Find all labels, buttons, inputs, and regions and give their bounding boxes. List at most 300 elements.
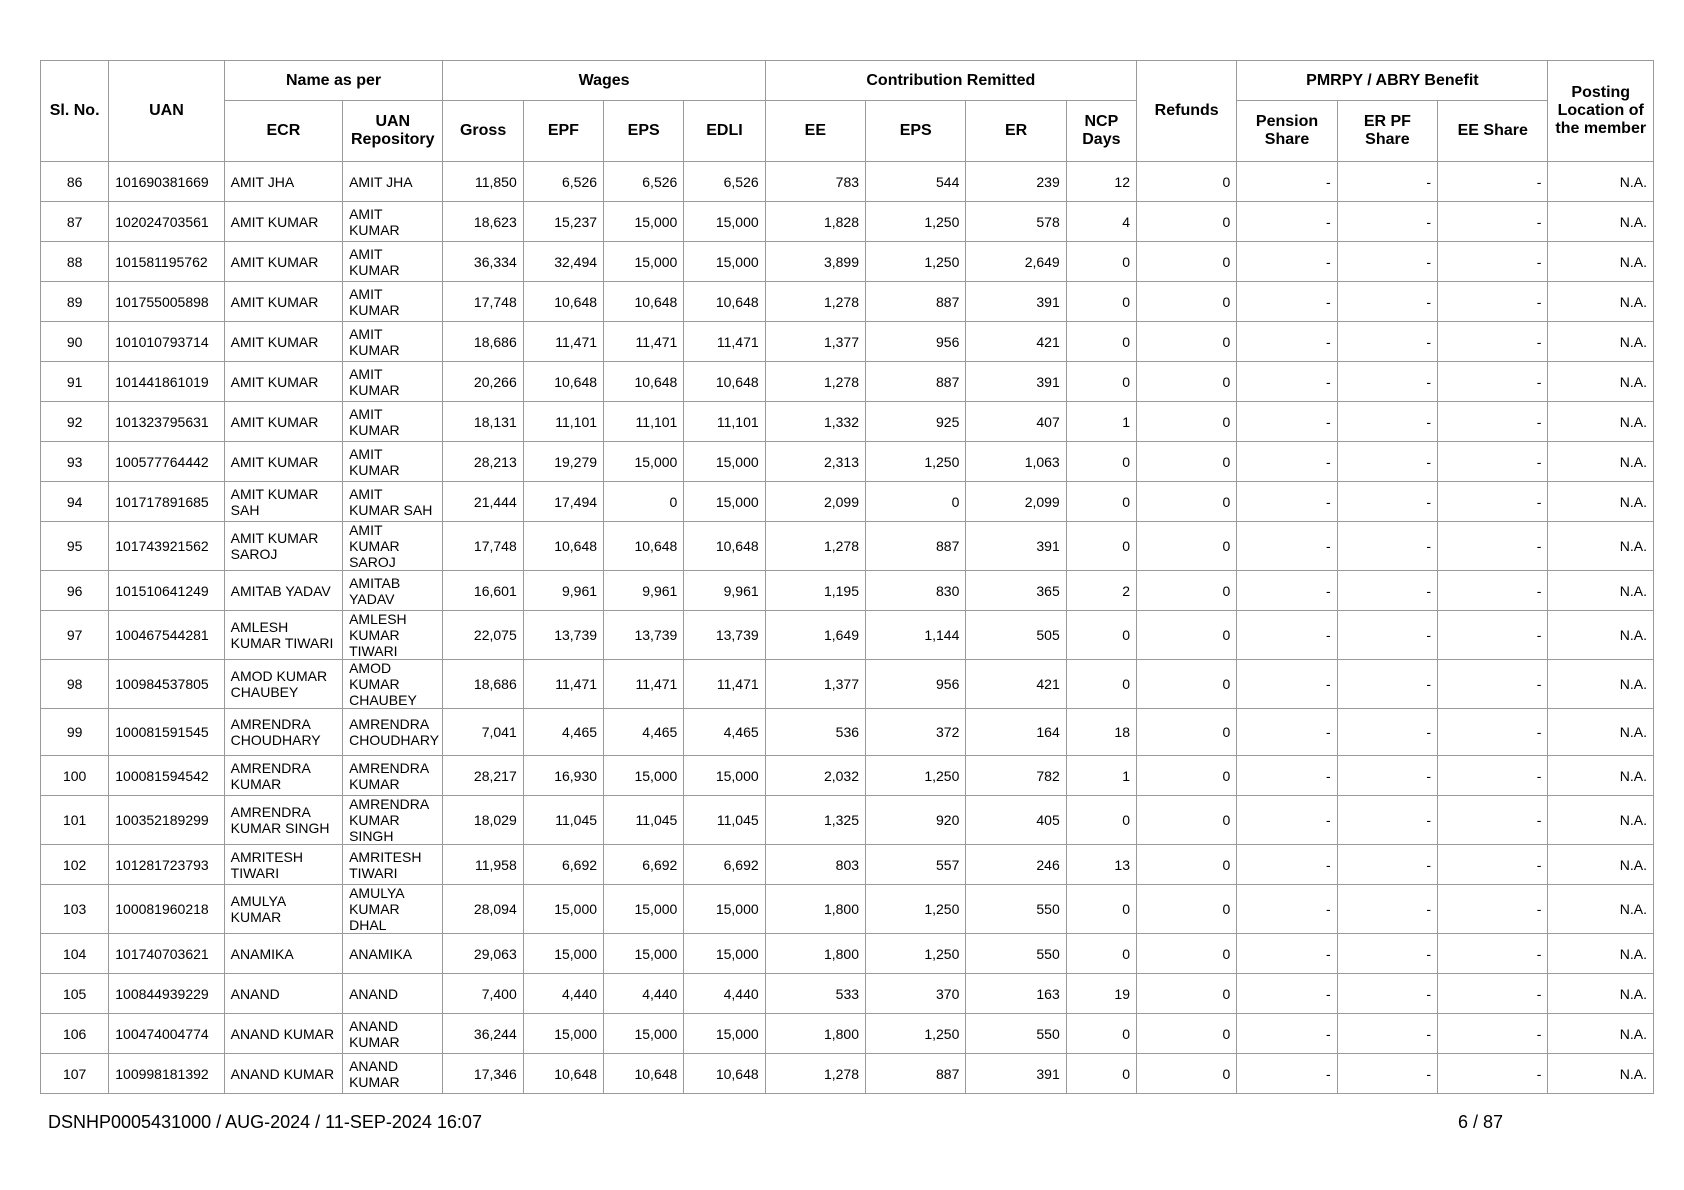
cell-wages-eps: 4,465: [604, 709, 684, 756]
cell-wages-eps: 15,000: [604, 885, 684, 934]
cell-name-ecr: AMIT KUMAR: [224, 202, 342, 242]
cell-name-uan-repository: AMIT KUMAR: [343, 402, 443, 442]
cell-edli: 11,471: [684, 322, 765, 362]
cell-posting-location: N.A.: [1548, 934, 1654, 974]
cell-contribution-eps: 557: [866, 845, 966, 885]
cell-wages-eps: 11,471: [604, 660, 684, 709]
cell-sl-no: 99: [41, 709, 109, 756]
cell-er-pf-share: -: [1337, 282, 1437, 322]
cell-epf: 4,440: [523, 974, 603, 1014]
cell-contribution-eps: 544: [866, 162, 966, 202]
header-ncp-days: NCP Days: [1066, 101, 1136, 162]
cell-edli: 10,648: [684, 1054, 765, 1094]
cell-contribution-eps: 887: [866, 362, 966, 402]
cell-ee-share: -: [1438, 796, 1548, 845]
cell-name-ecr: AMRENDRA KUMAR SINGH: [224, 796, 342, 845]
cell-name-uan-repository: AMULYA KUMAR DHAL: [343, 885, 443, 934]
cell-contribution-eps: 925: [866, 402, 966, 442]
cell-pension-share: -: [1237, 482, 1337, 522]
cell-uan: 100474004774: [109, 1014, 224, 1054]
table-row: [41, 282, 1654, 322]
cell-pension-share: -: [1237, 845, 1337, 885]
cell-uan: 101510641249: [109, 571, 224, 611]
cell-er: 391: [966, 362, 1066, 402]
cell-pension-share: -: [1237, 1014, 1337, 1054]
cell-gross: 28,217: [443, 756, 523, 796]
cell-sl-no: 103: [41, 885, 109, 934]
cell-gross: 11,958: [443, 845, 523, 885]
cell-sl-no: 107: [41, 1054, 109, 1094]
cell-ee: 536: [765, 709, 865, 756]
cell-er-pf-share: -: [1337, 442, 1437, 482]
cell-ee: 2,099: [765, 482, 865, 522]
cell-pension-share: -: [1237, 162, 1337, 202]
cell-ee-share: -: [1438, 362, 1548, 402]
cell-wages-eps: 13,739: [604, 611, 684, 660]
cell-name-ecr: AMIT KUMAR: [224, 402, 342, 442]
cell-name-ecr: AMRENDRA CHOUDHARY: [224, 709, 342, 756]
cell-epf: 6,526: [523, 162, 603, 202]
cell-refunds: 0: [1136, 660, 1236, 709]
cell-er: 391: [966, 522, 1066, 571]
cell-er-pf-share: -: [1337, 482, 1437, 522]
cell-er-pf-share: -: [1337, 885, 1437, 934]
cell-ee: 1,828: [765, 202, 865, 242]
cell-refunds: 0: [1136, 796, 1236, 845]
cell-refunds: 0: [1136, 934, 1236, 974]
cell-ee-share: -: [1438, 885, 1548, 934]
cell-posting-location: N.A.: [1548, 1054, 1654, 1094]
cell-edli: 15,000: [684, 442, 765, 482]
cell-uan: 100577764442: [109, 442, 224, 482]
cell-gross: 28,213: [443, 442, 523, 482]
cell-epf: 16,930: [523, 756, 603, 796]
cell-er-pf-share: -: [1337, 1054, 1437, 1094]
cell-pension-share: -: [1237, 885, 1337, 934]
cell-wages-eps: 6,692: [604, 845, 684, 885]
cell-sl-no: 91: [41, 362, 109, 402]
cell-ee: 1,278: [765, 282, 865, 322]
cell-gross: 29,063: [443, 934, 523, 974]
cell-uan: 100844939229: [109, 974, 224, 1014]
cell-gross: 7,400: [443, 974, 523, 1014]
cell-ee: 1,377: [765, 660, 865, 709]
cell-gross: 20,266: [443, 362, 523, 402]
cell-gross: 17,748: [443, 522, 523, 571]
cell-name-ecr: AMLESH KUMAR TIWARI: [224, 611, 342, 660]
cell-posting-location: N.A.: [1548, 796, 1654, 845]
cell-name-ecr: AMRENDRA KUMAR: [224, 756, 342, 796]
cell-gross: 28,094: [443, 885, 523, 934]
cell-sl-no: 100: [41, 756, 109, 796]
cell-contribution-eps: 372: [866, 709, 966, 756]
cell-posting-location: N.A.: [1548, 660, 1654, 709]
cell-pension-share: -: [1237, 202, 1337, 242]
cell-refunds: 0: [1136, 322, 1236, 362]
cell-uan: 101581195762: [109, 242, 224, 282]
table-row: [41, 442, 1654, 482]
cell-name-uan-repository: AMLESH KUMAR TIWARI: [343, 611, 443, 660]
cell-epf: 17,494: [523, 482, 603, 522]
cell-name-ecr: AMITAB YADAV: [224, 571, 342, 611]
cell-refunds: 0: [1136, 571, 1236, 611]
cell-name-ecr: AMIT KUMAR: [224, 442, 342, 482]
cell-er: 407: [966, 402, 1066, 442]
table-row: [41, 1054, 1654, 1094]
cell-refunds: 0: [1136, 482, 1236, 522]
cell-er-pf-share: -: [1337, 322, 1437, 362]
table-row: [41, 611, 1654, 660]
cell-ncp-days: 0: [1066, 885, 1136, 934]
cell-gross: 21,444: [443, 482, 523, 522]
cell-uan: 100467544281: [109, 611, 224, 660]
cell-refunds: 0: [1136, 756, 1236, 796]
cell-ncp-days: 0: [1066, 442, 1136, 482]
cell-contribution-eps: 956: [866, 322, 966, 362]
cell-refunds: 0: [1136, 362, 1236, 402]
cell-refunds: 0: [1136, 162, 1236, 202]
cell-name-uan-repository: AMIT KUMAR SAROJ: [343, 522, 443, 571]
cell-er: 782: [966, 756, 1066, 796]
cell-sl-no: 95: [41, 522, 109, 571]
cell-refunds: 0: [1136, 974, 1236, 1014]
cell-er-pf-share: -: [1337, 162, 1437, 202]
cell-posting-location: N.A.: [1548, 162, 1654, 202]
cell-uan: 100081960218: [109, 885, 224, 934]
cell-ee-share: -: [1438, 1014, 1548, 1054]
cell-name-ecr: ANAND KUMAR: [224, 1054, 342, 1094]
cell-ee-share: -: [1438, 845, 1548, 885]
table-row: [41, 402, 1654, 442]
cell-epf: 4,465: [523, 709, 603, 756]
cell-pension-share: -: [1237, 1054, 1337, 1094]
cell-posting-location: N.A.: [1548, 202, 1654, 242]
table-row: [41, 796, 1654, 845]
cell-epf: 10,648: [523, 362, 603, 402]
cell-refunds: 0: [1136, 1014, 1236, 1054]
cell-name-ecr: ANAMIKA: [224, 934, 342, 974]
cell-edli: 15,000: [684, 756, 765, 796]
cell-sl-no: 90: [41, 322, 109, 362]
cell-er-pf-share: -: [1337, 571, 1437, 611]
cell-er: 1,063: [966, 442, 1066, 482]
table-header: [41, 61, 1654, 162]
cell-er: 550: [966, 1014, 1066, 1054]
header-edli: EDLI: [684, 101, 765, 162]
cell-posting-location: N.A.: [1548, 845, 1654, 885]
header-wages: Wages: [443, 61, 765, 101]
cell-edli: 15,000: [684, 242, 765, 282]
cell-ee: 1,800: [765, 934, 865, 974]
cell-er-pf-share: -: [1337, 974, 1437, 1014]
cell-sl-no: 93: [41, 442, 109, 482]
cell-uan: 100081594542: [109, 756, 224, 796]
cell-name-ecr: AMIT KUMAR SAROJ: [224, 522, 342, 571]
cell-er: 239: [966, 162, 1066, 202]
cell-sl-no: 88: [41, 242, 109, 282]
cell-refunds: 0: [1136, 709, 1236, 756]
header-ee-share: EE Share: [1438, 101, 1548, 162]
header-er: ER: [966, 101, 1066, 162]
table-row: [41, 1014, 1654, 1054]
cell-posting-location: N.A.: [1548, 522, 1654, 571]
cell-name-ecr: ANAND KUMAR: [224, 1014, 342, 1054]
cell-ee: 2,313: [765, 442, 865, 482]
cell-ncp-days: 0: [1066, 660, 1136, 709]
cell-posting-location: N.A.: [1548, 442, 1654, 482]
cell-posting-location: N.A.: [1548, 242, 1654, 282]
cell-er-pf-share: -: [1337, 362, 1437, 402]
cell-gross: 36,244: [443, 1014, 523, 1054]
header-uan-repository: UAN Repository: [343, 101, 443, 162]
cell-er-pf-share: -: [1337, 845, 1437, 885]
cell-pension-share: -: [1237, 571, 1337, 611]
cell-ncp-days: 1: [1066, 402, 1136, 442]
cell-name-uan-repository: ANAMIKA: [343, 934, 443, 974]
cell-name-uan-repository: AMRENDRA KUMAR SINGH: [343, 796, 443, 845]
cell-er-pf-share: -: [1337, 934, 1437, 974]
cell-epf: 6,692: [523, 845, 603, 885]
cell-contribution-eps: 1,250: [866, 934, 966, 974]
cell-er: 505: [966, 611, 1066, 660]
cell-name-uan-repository: AMITAB YADAV: [343, 571, 443, 611]
cell-wages-eps: 6,526: [604, 162, 684, 202]
table-row: [41, 845, 1654, 885]
cell-ee-share: -: [1438, 402, 1548, 442]
cell-contribution-eps: 887: [866, 522, 966, 571]
cell-sl-no: 94: [41, 482, 109, 522]
cell-er-pf-share: -: [1337, 242, 1437, 282]
cell-ncp-days: 0: [1066, 934, 1136, 974]
cell-ee-share: -: [1438, 1054, 1548, 1094]
cell-contribution-eps: 370: [866, 974, 966, 1014]
cell-refunds: 0: [1136, 611, 1236, 660]
header-uan: UAN: [109, 61, 224, 162]
cell-gross: 18,686: [443, 660, 523, 709]
header-refunds: Refunds: [1136, 61, 1236, 162]
cell-ee: 3,899: [765, 242, 865, 282]
cell-ee: 1,325: [765, 796, 865, 845]
table-row: [41, 202, 1654, 242]
cell-wages-eps: 4,440: [604, 974, 684, 1014]
cell-er: 421: [966, 660, 1066, 709]
cell-epf: 15,000: [523, 885, 603, 934]
cell-refunds: 0: [1136, 522, 1236, 571]
cell-posting-location: N.A.: [1548, 571, 1654, 611]
cell-wages-eps: 11,101: [604, 402, 684, 442]
cell-name-ecr: AMIT KUMAR: [224, 322, 342, 362]
cell-name-ecr: AMIT KUMAR: [224, 282, 342, 322]
cell-ee: 1,800: [765, 1014, 865, 1054]
cell-wages-eps: 10,648: [604, 1054, 684, 1094]
cell-wages-eps: 10,648: [604, 522, 684, 571]
cell-ee-share: -: [1438, 756, 1548, 796]
cell-edli: 15,000: [684, 1014, 765, 1054]
cell-epf: 15,000: [523, 1014, 603, 1054]
cell-gross: 16,601: [443, 571, 523, 611]
table-row: [41, 322, 1654, 362]
cell-pension-share: -: [1237, 796, 1337, 845]
cell-refunds: 0: [1136, 885, 1236, 934]
cell-contribution-eps: 1,250: [866, 885, 966, 934]
cell-ee: 2,032: [765, 756, 865, 796]
cell-name-ecr: AMIT KUMAR SAH: [224, 482, 342, 522]
cell-er-pf-share: -: [1337, 522, 1437, 571]
cell-er: 405: [966, 796, 1066, 845]
cell-wages-eps: 15,000: [604, 1014, 684, 1054]
cell-posting-location: N.A.: [1548, 482, 1654, 522]
table-row: [41, 362, 1654, 402]
cell-ncp-days: 0: [1066, 362, 1136, 402]
cell-ncp-days: 0: [1066, 282, 1136, 322]
cell-uan: 101323795631: [109, 402, 224, 442]
cell-uan: 100081591545: [109, 709, 224, 756]
cell-contribution-eps: 1,144: [866, 611, 966, 660]
cell-sl-no: 87: [41, 202, 109, 242]
cell-ee-share: -: [1438, 202, 1548, 242]
cell-posting-location: N.A.: [1548, 974, 1654, 1014]
table-row: [41, 522, 1654, 571]
cell-ncp-days: 0: [1066, 242, 1136, 282]
cell-epf: 15,000: [523, 934, 603, 974]
cell-epf: 19,279: [523, 442, 603, 482]
cell-wages-eps: 0: [604, 482, 684, 522]
cell-edli: 15,000: [684, 202, 765, 242]
header-name-as-per: Name as per: [224, 61, 443, 101]
table-row: [41, 571, 1654, 611]
cell-name-ecr: AMOD KUMAR CHAUBEY: [224, 660, 342, 709]
cell-name-uan-repository: AMIT KUMAR: [343, 202, 443, 242]
cell-wages-eps: 15,000: [604, 934, 684, 974]
cell-name-uan-repository: AMRITESH TIWARI: [343, 845, 443, 885]
cell-ncp-days: 19: [1066, 974, 1136, 1014]
cell-ee: 1,332: [765, 402, 865, 442]
cell-wages-eps: 15,000: [604, 442, 684, 482]
cell-ee-share: -: [1438, 162, 1548, 202]
cell-name-uan-repository: AMIT KUMAR: [343, 242, 443, 282]
cell-er: 391: [966, 282, 1066, 322]
cell-posting-location: N.A.: [1548, 1014, 1654, 1054]
cell-name-ecr: AMULYA KUMAR: [224, 885, 342, 934]
cell-epf: 10,648: [523, 282, 603, 322]
cell-edli: 10,648: [684, 282, 765, 322]
cell-wages-eps: 15,000: [604, 202, 684, 242]
cell-er: 391: [966, 1054, 1066, 1094]
cell-er-pf-share: -: [1337, 756, 1437, 796]
cell-contribution-eps: 830: [866, 571, 966, 611]
cell-er-pf-share: -: [1337, 1014, 1437, 1054]
cell-ee-share: -: [1438, 242, 1548, 282]
cell-pension-share: -: [1237, 362, 1337, 402]
cell-posting-location: N.A.: [1548, 885, 1654, 934]
cell-er: 550: [966, 934, 1066, 974]
cell-pension-share: -: [1237, 402, 1337, 442]
cell-ee-share: -: [1438, 322, 1548, 362]
cell-ee: 1,195: [765, 571, 865, 611]
cell-ee: 533: [765, 974, 865, 1014]
cell-sl-no: 86: [41, 162, 109, 202]
cell-edli: 13,739: [684, 611, 765, 660]
cell-ee-share: -: [1438, 660, 1548, 709]
table-row: [41, 482, 1654, 522]
cell-name-uan-repository: AMIT KUMAR: [343, 362, 443, 402]
cell-edli: 11,471: [684, 660, 765, 709]
table-row: [41, 974, 1654, 1014]
cell-ee: 1,649: [765, 611, 865, 660]
cell-pension-share: -: [1237, 242, 1337, 282]
cell-er: 2,649: [966, 242, 1066, 282]
cell-refunds: 0: [1136, 402, 1236, 442]
cell-uan: 101755005898: [109, 282, 224, 322]
cell-posting-location: N.A.: [1548, 282, 1654, 322]
cell-er: 421: [966, 322, 1066, 362]
cell-name-ecr: AMRITESH TIWARI: [224, 845, 342, 885]
cell-name-uan-repository: AMIT JHA: [343, 162, 443, 202]
cell-ncp-days: 13: [1066, 845, 1136, 885]
cell-ee-share: -: [1438, 934, 1548, 974]
table-row: [41, 660, 1654, 709]
cell-edli: 15,000: [684, 885, 765, 934]
cell-pension-share: -: [1237, 974, 1337, 1014]
cell-name-ecr: ANAND: [224, 974, 342, 1014]
table-body: [41, 162, 1654, 1094]
cell-sl-no: 92: [41, 402, 109, 442]
cell-refunds: 0: [1136, 845, 1236, 885]
cell-name-ecr: AMIT KUMAR: [224, 242, 342, 282]
cell-gross: 18,029: [443, 796, 523, 845]
cell-name-uan-repository: ANAND KUMAR: [343, 1014, 443, 1054]
cell-epf: 32,494: [523, 242, 603, 282]
cell-contribution-eps: 887: [866, 282, 966, 322]
cell-epf: 11,471: [523, 322, 603, 362]
cell-edli: 9,961: [684, 571, 765, 611]
header-pension-share: Pension Share: [1237, 101, 1337, 162]
cell-name-uan-repository: AMRENDRA KUMAR: [343, 756, 443, 796]
cell-uan: 101717891685: [109, 482, 224, 522]
cell-pension-share: -: [1237, 934, 1337, 974]
cell-sl-no: 104: [41, 934, 109, 974]
cell-uan: 100998181392: [109, 1054, 224, 1094]
cell-name-uan-repository: AMRENDRA CHOUDHARY: [343, 709, 443, 756]
cell-gross: 18,623: [443, 202, 523, 242]
cell-pension-share: -: [1237, 660, 1337, 709]
ecr-table: [40, 60, 1654, 1094]
cell-er-pf-share: -: [1337, 660, 1437, 709]
table-row: [41, 162, 1654, 202]
cell-gross: 17,346: [443, 1054, 523, 1094]
cell-posting-location: N.A.: [1548, 402, 1654, 442]
cell-uan: 101690381669: [109, 162, 224, 202]
cell-wages-eps: 11,471: [604, 322, 684, 362]
cell-uan: 100352189299: [109, 796, 224, 845]
cell-wages-eps: 10,648: [604, 362, 684, 402]
cell-refunds: 0: [1136, 1054, 1236, 1094]
header-ee: EE: [765, 101, 865, 162]
cell-wages-eps: 11,045: [604, 796, 684, 845]
cell-er: 365: [966, 571, 1066, 611]
cell-ncp-days: 4: [1066, 202, 1136, 242]
cell-name-uan-repository: AMIT KUMAR: [343, 282, 443, 322]
cell-ncp-days: 1: [1066, 756, 1136, 796]
cell-contribution-eps: 1,250: [866, 756, 966, 796]
cell-name-ecr: AMIT KUMAR: [224, 362, 342, 402]
cell-er-pf-share: -: [1337, 611, 1437, 660]
cell-er-pf-share: -: [1337, 202, 1437, 242]
cell-ee-share: -: [1438, 974, 1548, 1014]
cell-edli: 11,045: [684, 796, 765, 845]
cell-epf: 11,101: [523, 402, 603, 442]
cell-er: 163: [966, 974, 1066, 1014]
